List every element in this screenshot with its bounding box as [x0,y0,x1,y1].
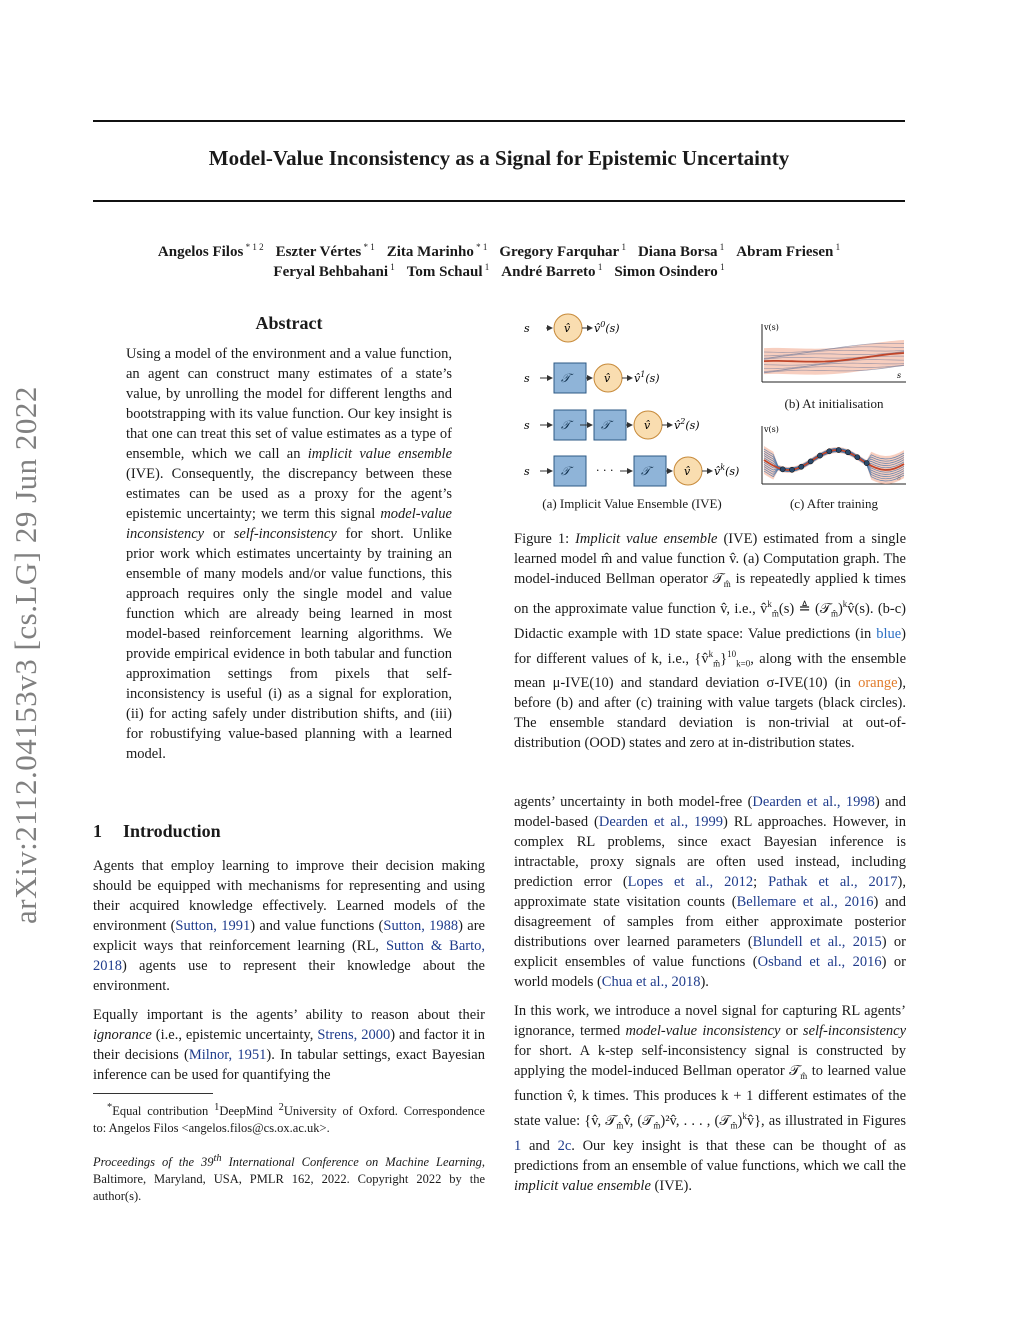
footnote-affiliations: *Equal contribution $^1$DeepMind $^2$University of Oxford. Correspondence to: Angelos Filos <angelos.filos@cs.ox.ac.uk>. [93,1102,485,1136]
citation-link[interactable]: Pathak et al., 2017 [768,874,898,890]
estimate-superscript: 1 [640,370,646,379]
author-name: Simon Osindero $^1$ [614,262,725,280]
citation-link[interactable]: Sutton, 1988 [383,918,459,934]
operator-label: 𝒯 [601,418,611,432]
right-paragraph-1: agents’ uncertainty in both model-free (Dearden et al., 1998) and model-based (Dearden et al., 1999) RL approaches. However, in complex RL problems, since exact Bayesian inference is intractable, proxy signals are often used instead, including prediction error (Lopes et al., 2012; Pathak et al., 2017), approximate state visitation counts (Bellemare et al., 2016) and disagreement of samples from either approximate posterior distributions over learned parameters (Blundell et al., 2015) or explicit ensembles of value functions (Osband et al., 2016) or world models (Chua et al., 2018). [514,794,907,990]
value-target-point [845,450,850,455]
figure-1a-caption: (a) Implicit Value Ensemble (IVE) [542,496,722,511]
citation-link[interactable]: Bellemare et al., 2016 [736,894,874,910]
author-name: Feryal Behbahani $^1$ [273,262,395,280]
author-affiliation-marks: 1 [482,262,490,272]
abstract-heading: Abstract [255,313,323,333]
figure-1c-plot-after-training [760,420,908,490]
arxiv-identifier[interactable]: arXiv:2112.04153v3 [cs.LG] 29 Jun 2022 [8,386,43,924]
author-name: Gregory Farquhar $^1$ [499,242,626,260]
author-affiliation-marks: 1 [388,262,395,272]
author-affiliation-marks: * 1 2 [243,242,264,252]
node-state-label: s [524,465,530,478]
value-node-label: v̂ [684,465,691,478]
axis-label-vs: v(s) [764,425,779,434]
estimate-argument: (s) [725,465,740,478]
author-name: Diana Borsa $^1$ [637,242,725,260]
estimate-superscript: 0 [600,320,606,329]
node-state-label: s [524,372,530,385]
figure-1a-computation-graph [514,308,764,493]
author-name: Tom Schaul $^1$ [406,262,490,280]
abstract-body: Using a model of the environment and a value function, an agent can construct many estimates of a state’s value, by unrolling the model for different lengths and bootstrapping with its value function. Our key insight is that one can treat this set of value estimates as a type of ensemble, which we call an implicit value ensemble (IVE). Consequently, the discrepancy between these estimates can be used as a proxy for the agent’s epistemic uncertainty; we term this signal model-value inconsistency or self-inconsistency for short. Unlike prior work which estimates uncertainty by training an ensemble of many models and/or value functions, this approach requires only the single model and value function which are already being learned in most model-based reinforcement learning algorithms. We provide empirical evidence in both tabular and function approximation settings from pixels that self-inconsistency is useful (i) as a signal for exploration, (ii) for acting safely under distribution shifts, and (iii) for robustifying value-based planning with a learned model. [126,346,453,762]
section-heading-introduction: 1 Introduction [93,821,221,841]
citation-link[interactable]: Blundell et al., 2015 [752,934,882,950]
intro-paragraph-1: Agents that employ learning to improve their decision making should be equipped with mechanisms for representing and using their acquired knowledge effectively. Learned models of the environment (Sutton, 1991) and value functions (Sutton, 1988) are explicit ways that reinforcement learning (RL, Sutton & Barto, 2018) agents use to represent their knowledge about the environment. [93,858,485,994]
axis-label-vs: v(s) [764,323,779,332]
author-name: Angelos Filos $^{* 1 2}$ [157,242,264,260]
estimate-argument: (s) [605,322,620,335]
value-node-label: v̂ [564,322,571,335]
value-target-point [855,455,860,460]
author-affiliation-marks: 1 [595,262,603,272]
axis-label-s: s [897,371,902,380]
author-name: Abram Friesen $^1$ [736,242,841,260]
value-target-point [817,453,822,458]
citation-link[interactable]: Strens, 2000 [317,1027,391,1043]
operator-label: 𝒯 [641,464,651,478]
figure-1-caption: Figure 1: Implicit value ensemble (IVE) estimated from a single learned model m̂ and value function v̂. (a) Computation graph. The model-induced Bellman operator 𝒯$_{m̂}$ is repeatedly applied k times on the approximate value function v̂, i.e., v̂$^k_{m̂}$(s) ≜ (𝒯$_{m̂}$)$^k$v̂(s). (b-c) Didactic example with 1D state space: Value predictions (in blue) for different values of k, i.e., {v̂$^k_{m̂}$}$^{10}_{k=0}$, along with the ensemble mean μ-IVE(10) and standard deviation σ-IVE(10) (in orange), before (b) and after (c) training with value targets (black circles). The ensemble standard deviation is non-trivial at out-of-distribution (OOD) states and zero at in-distribution states. [514,531,907,752]
author-name: Zita Marinho $^{* 1}$ [386,242,488,260]
citation-link[interactable]: Chua et al., 2018 [601,974,701,990]
figure-1b-plot-initialisation [760,318,908,388]
author-name: André Barreto $^1$ [501,262,603,280]
citation-link[interactable]: Dearden et al., 1998 [752,794,875,810]
footnote-proceedings: Proceedings of the 39th International Conference on Machine Learning, Baltimore, Maryland, USA, PMLR 162, 2022. Copyright 2022 by the author(s). [93,1153,485,1204]
top-rule [93,120,905,122]
estimate-argument: (s) [685,419,700,432]
author-affiliation-marks: * 1 [473,242,488,252]
citation-link[interactable]: Lopes et al., 2012 [627,874,754,890]
citation-link[interactable]: Dearden et al., 1999 [598,814,724,830]
estimate-superscript: k [720,463,726,472]
author-affiliation-marks: * 1 [361,242,375,252]
intro-paragraph-2: Equally important is the agents’ ability to reason about their ignorance (i.e., epistemic uncertainty, Strens, 2000) and factor it in their decisions (Milnor, 1951). In tabular settings, exact Bayesian inference can be used for quantifying the [93,1007,486,1083]
citation-link[interactable]: Sutton & Barto, 2018 [93,938,485,974]
value-node-label: v̂ [644,419,651,432]
author-affiliation-marks: 1 [717,242,725,252]
author-affiliation-marks: 1 [833,242,841,252]
estimate-argument: (s) [645,372,660,385]
operator-label: 𝒯 [561,371,571,385]
operator-label: 𝒯 [561,418,571,432]
value-target-point [827,449,832,454]
right-paragraph-2: In this work, we introduce a novel signal for capturing RL agents’ ignorance, termed model-value inconsistency or self-inconsistency for short. A k-step self-inconsistency signal is constructed by applying the model-induced Bellman operator 𝒯$_{m̂}$ to learned value function v̂, k times. This produces k + 1 different estimates of the state value: {v̂, 𝒯$_{m̂}$v̂, (𝒯$_{m̂}$)²v̂, . . . , (𝒯$_{m̂}$)$^k$v̂}, as illustrated in Figures 1 and 2c. Our key insight is that these can be thought of as predictions from an ensemble of value functions, which we call the implicit value ensemble (IVE). [514,1003,907,1194]
ellipsis-dots: · · · [596,464,614,477]
value-estimate-label: v̂$^k$(s) [714,463,740,478]
author-affiliation-marks: 1 [619,242,626,252]
value-node-label: v̂ [604,372,611,385]
author-line-2 [93,257,905,282]
value-target-point [808,459,813,464]
value-estimate-label: v̂$^0$(s) [594,320,620,335]
footnote-rule [93,1093,213,1094]
paper-title: Model-Value Inconsistency as a Signal for Epistemic Uncertainty [208,146,790,170]
node-state-label: s [524,419,530,432]
figure-ref-link[interactable]: 2c [557,1137,572,1154]
author-affiliation-marks: 1 [717,262,725,272]
figure-1b-caption: (b) At initialisation [784,396,884,411]
value-target-point [864,461,869,466]
citation-link[interactable]: Osband et al., 2016 [757,954,882,970]
title-bottom-rule [93,200,905,202]
value-target-point [780,467,785,472]
value-estimate-label: v̂$^2$(s) [674,417,700,432]
estimate-superscript: 2 [680,417,686,426]
value-target-point [799,464,804,469]
citation-link[interactable]: Sutton, 1991 [175,918,251,934]
citation-link[interactable]: Milnor, 1951 [188,1047,267,1063]
value-estimate-label: v̂$^1$(s) [634,370,660,385]
figure-ref-link[interactable]: 1 [514,1137,522,1154]
figure-1c-caption: (c) After training [789,496,879,511]
author-name: Eszter Vértes $^{* 1}$ [275,242,375,260]
value-target-point [789,467,794,472]
node-state-label: s [524,322,530,335]
value-target-point [836,447,841,452]
operator-label: 𝒯 [561,464,571,478]
